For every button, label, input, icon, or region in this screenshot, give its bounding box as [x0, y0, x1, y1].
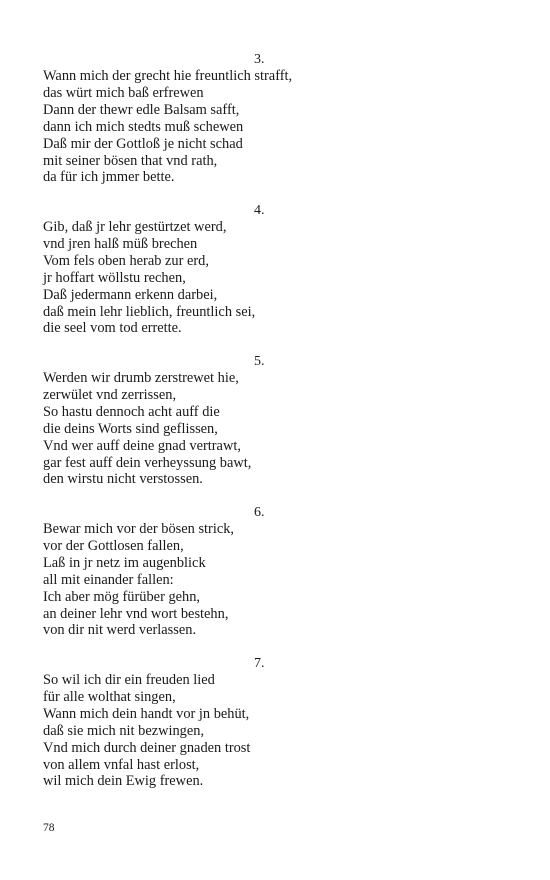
verse-line: Laß in jr netz im augenblick	[43, 554, 206, 571]
stanza-4	[43, 202, 343, 337]
verse-line: jr hoffart wöllstu rechen,	[43, 269, 186, 286]
verse-line: wil mich dein Ewig frewen.	[43, 773, 204, 790]
stanza-6	[43, 504, 343, 639]
stanza-number: 7.	[254, 656, 265, 671]
verse-line: daß sie mich nit bezwingen,	[43, 722, 205, 739]
verse-line: all mit einander fallen:	[43, 571, 174, 588]
stanza-7	[43, 655, 343, 790]
verse-line: an deiner lehr vnd wort bestehn,	[43, 605, 229, 622]
verse-line: den wirstu nicht verstossen.	[43, 471, 203, 488]
verse-line: von allem vnfal hast erlost,	[43, 756, 200, 773]
stanza-5	[43, 353, 343, 488]
verse-line: Dann der thewr edle Balsam safft,	[43, 101, 240, 118]
verse-line: dann ich mich stedts muß schewen	[43, 118, 244, 135]
verse-line: von dir nit werd verlassen.	[43, 622, 197, 639]
verse-line: die seel vom tod errette.	[43, 320, 182, 337]
verse-line: zerwület vnd zerrissen,	[43, 386, 177, 403]
verse-line: Bewar mich vor der bösen strick,	[43, 521, 235, 537]
verse-line: Wann mich dein handt vor jn behüt,	[43, 705, 250, 722]
verse-line: die deins Worts sind geflissen,	[43, 420, 218, 437]
verse-line: da für ich jmmer bette.	[43, 169, 175, 186]
stanza-number: 4.	[254, 203, 265, 218]
stanza-3	[43, 51, 343, 186]
verse-line: Vnd wer auff deine gnad vertrawt,	[43, 437, 241, 454]
verse-line: vor der Gottlosen fallen,	[43, 537, 184, 554]
verse-line: Vom fels oben herab zur erd,	[43, 252, 209, 269]
verse-line: gar fest auff dein verheyssung bawt,	[43, 454, 252, 471]
verse-line: Gib, daß jr lehr gestürtzet werd,	[43, 219, 227, 235]
verse-line: vnd jren halß müß brechen	[43, 235, 198, 252]
page-number: 78	[43, 822, 55, 834]
verse-line: So hastu dennoch acht auff die	[43, 403, 220, 420]
verse-line: Daß jedermann erkenn darbei,	[43, 286, 218, 303]
stanza-number: 3.	[254, 52, 265, 67]
verse-line: Ich aber mög fürüber gehn,	[43, 588, 201, 605]
verse-line: für alle wolthat singen,	[43, 688, 176, 705]
verse-line: Werden wir drumb zerstrewet hie,	[43, 370, 239, 386]
verse-line: So wil ich dir ein freuden lied	[43, 672, 215, 688]
stanza-number: 6.	[254, 505, 265, 520]
verse-line: Vnd mich durch deiner gnaden trost	[43, 739, 251, 756]
verse-line: das würt mich baß erfrewen	[43, 84, 204, 101]
stanza-number: 5.	[254, 354, 265, 369]
verse-line: Daß mir der Gottloß je nicht schad	[43, 135, 243, 152]
verse-line: Wann mich der grecht hie freuntlich strafft,	[43, 68, 293, 84]
verse-line: daß mein lehr lieblich, freuntlich sei,	[43, 303, 256, 320]
verse-line: mit seiner bösen that vnd rath,	[43, 152, 218, 169]
